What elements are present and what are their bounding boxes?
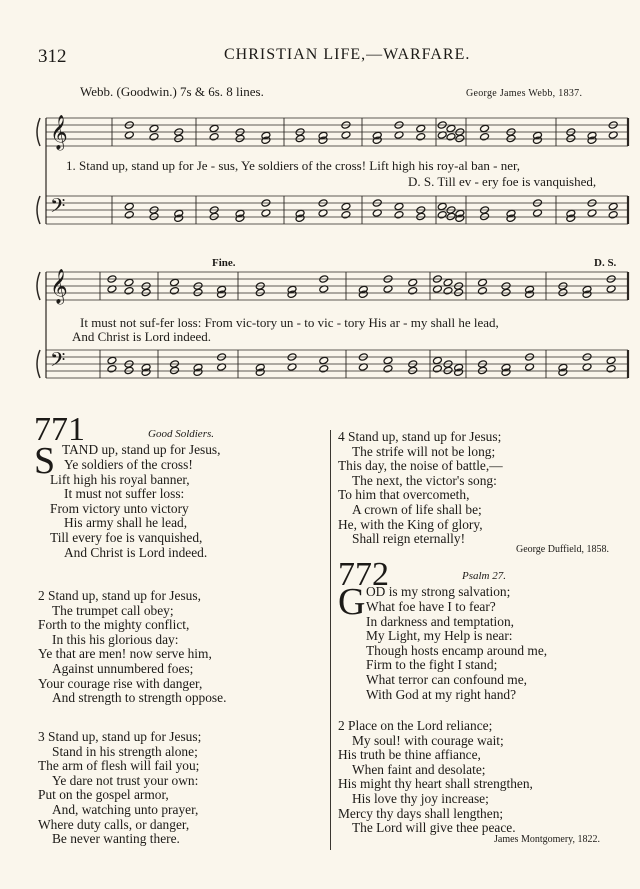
verse-line: Firm to the fight I stand;	[366, 657, 498, 673]
verse-line: Shall reign eternally!	[352, 531, 466, 547]
note-head	[506, 134, 516, 142]
verse-line: In darkness and temptation,	[366, 613, 515, 629]
verse-line: From victory unto victory	[50, 500, 189, 516]
treble-clef-icon: 𝄞	[50, 269, 68, 304]
note-head	[606, 356, 616, 364]
note-head	[478, 366, 488, 374]
verse-line: Where duty calls, or danger,	[38, 816, 190, 832]
note-head	[149, 124, 159, 132]
note-head	[209, 133, 219, 141]
note-head	[141, 288, 151, 296]
verse-line: The arm of flesh will fail you;	[38, 758, 200, 774]
hymn-number: 772	[338, 556, 389, 593]
note-head	[608, 211, 618, 219]
verse-first-line: TAND up, stand up for Jesus,	[62, 442, 221, 457]
note-head	[149, 133, 159, 141]
note-head	[608, 202, 618, 210]
note-head	[295, 134, 305, 142]
lyric-line-1: 1. Stand up, stand up for Je - sus, Ye soldiers of the cross! Lift high his roy-al ban - ner,	[66, 158, 521, 173]
hymn-subtitle: Good Soldiers.	[148, 428, 214, 440]
verse-line: Ye soldiers of the cross!	[64, 457, 193, 472]
verse-line: What foe have I to fear?	[366, 599, 496, 614]
verse-line: His army shall he lead,	[64, 515, 188, 531]
note-head	[209, 124, 219, 132]
composer-credit: George James Webb, 1837.	[466, 88, 583, 99]
verse-line: My Light, my Help is near:	[366, 628, 513, 644]
column-divider	[330, 430, 331, 850]
verse-4	[338, 430, 503, 547]
note-head	[454, 288, 464, 296]
verse-line: Ye dare not trust your own:	[52, 772, 199, 788]
note-head	[124, 202, 134, 210]
note-head	[170, 287, 180, 295]
note-head	[107, 356, 117, 364]
note-head	[124, 287, 134, 295]
verse-line: Though hosts encamp around me,	[366, 642, 548, 658]
verse-line: A crown of life shall be;	[352, 501, 482, 517]
verse-line: In this his glorious day:	[52, 631, 179, 647]
verse-line: Put on the gospel armor,	[38, 787, 169, 803]
note-head	[408, 278, 418, 286]
verse-first-line: OD is my strong salvation;	[366, 584, 511, 599]
note-head	[209, 212, 219, 220]
treble-clef-icon: 𝄞	[50, 115, 68, 150]
drop-cap: G	[338, 581, 366, 623]
note-head	[480, 133, 490, 141]
verse-line: To him that overcometh,	[338, 487, 470, 503]
author-credit: George Duffield, 1858.	[516, 544, 609, 555]
verse-line: 3 Stand up, stand up for Jesus;	[38, 729, 202, 744]
verse-line: Against unnumbered foes;	[52, 660, 194, 676]
note-head	[443, 366, 453, 374]
lyric-line-2: It must not suf-fer loss: From vic-tory un - to vic - tory His ar - my shall he lead,	[80, 315, 499, 330]
note-head	[480, 212, 490, 220]
note-head	[566, 134, 576, 142]
note-head	[558, 288, 568, 296]
verse-2	[38, 589, 226, 706]
verse-line: His truth be thine affiance,	[338, 747, 481, 763]
note-head	[437, 202, 447, 210]
verse-2	[338, 719, 533, 836]
verse-line: The next, the victor's song:	[352, 472, 497, 488]
verse-line: Stand in his strength alone;	[52, 743, 198, 759]
note-head	[124, 278, 134, 286]
note-head	[394, 202, 404, 210]
note-head	[432, 365, 442, 373]
note-head	[319, 356, 329, 364]
note-head	[124, 366, 134, 374]
note-head	[235, 134, 245, 142]
brace	[37, 272, 40, 378]
verse-line: Till every foe is vanquished,	[50, 529, 203, 545]
verse-line: The Lord will give thee peace.	[352, 820, 516, 836]
verse-line: His might thy heart shall strengthen,	[338, 776, 533, 792]
note-head	[408, 287, 418, 295]
verse-1	[50, 458, 207, 560]
note-head	[455, 134, 465, 142]
note-head	[432, 356, 442, 364]
note-head	[319, 365, 329, 373]
note-head	[480, 124, 490, 132]
ds-mark: D. S.	[594, 257, 617, 269]
note-head	[446, 212, 456, 220]
note-head	[501, 288, 511, 296]
verse-line: And strength to strength oppose.	[52, 690, 227, 706]
note-head	[443, 278, 453, 286]
verse-line: When faint and desolate;	[352, 761, 486, 777]
note-head	[174, 134, 184, 142]
note-head	[149, 212, 159, 220]
bass-clef-icon: 𝄢	[50, 348, 66, 376]
note-head	[408, 366, 418, 374]
verse-line: And Christ is Lord indeed.	[64, 544, 208, 560]
brace	[37, 118, 40, 224]
verse-line: 2 Place on the Lord reliance;	[338, 718, 493, 733]
note-head	[416, 133, 426, 141]
author-credit: James Montgomery, 1822.	[494, 834, 601, 845]
note-head	[437, 211, 447, 219]
note-head	[478, 278, 488, 286]
hymn-number: 771	[34, 411, 85, 448]
note-head	[383, 365, 393, 373]
verse-line: He, with the King of glory,	[338, 516, 483, 532]
verse-line: And, watching unto prayer,	[52, 801, 199, 817]
note-head	[478, 287, 488, 295]
note-head	[107, 365, 117, 373]
note-head	[383, 356, 393, 364]
note-head	[446, 133, 456, 141]
page-number: 312	[38, 46, 67, 67]
verse-line: Be never wanting there.	[52, 831, 180, 847]
verse-line: Your courage rise with danger,	[38, 675, 203, 691]
note-head	[170, 366, 180, 374]
note-head	[443, 287, 453, 295]
verse-1	[366, 600, 547, 702]
verse-line: 2 Stand up, stand up for Jesus,	[38, 588, 201, 603]
verse-line: Ye that are men! now serve him,	[38, 646, 212, 662]
note-head	[193, 288, 203, 296]
verse-line: Lift high his royal banner,	[50, 471, 190, 487]
note-head	[124, 211, 134, 219]
lyric-ds-line: D. S. Till ev - ery foe is vanquished,	[408, 174, 597, 189]
note-head	[170, 278, 180, 286]
verse-line: What terror can confound me,	[366, 671, 527, 687]
page-header-title: CHRISTIAN LIFE,—WARFARE.	[224, 46, 471, 63]
verse-line: This day, the noise of battle,—	[338, 458, 503, 474]
note-head	[341, 211, 351, 219]
verse-line: The trumpet call obey;	[52, 602, 174, 618]
note-head	[255, 288, 265, 296]
note-head	[341, 202, 351, 210]
bass-clef-icon: 𝄢	[50, 194, 66, 222]
note-head	[446, 124, 456, 132]
verse-line: The strife will not be long;	[352, 443, 496, 459]
verse-line: Mercy thy days shall lengthen;	[338, 805, 504, 821]
verse-line: 4 Stand up, stand up for Jesus;	[338, 429, 502, 444]
note-head	[394, 211, 404, 219]
verse-3	[38, 730, 201, 847]
note-head	[606, 365, 616, 373]
note-head	[416, 212, 426, 220]
drop-cap: S	[34, 440, 56, 482]
lyric-line-3: And Christ is Lord indeed.	[72, 329, 212, 344]
verse-line: My soul! with courage wait;	[352, 732, 504, 748]
tune-name: Webb. (Goodwin.) 7s & 6s. 8 lines.	[80, 84, 264, 99]
verse-line: His love thy joy increase;	[352, 790, 489, 806]
verse-line: Forth to the mighty conflict,	[38, 617, 190, 633]
note-head	[416, 124, 426, 132]
hymn-subtitle: Psalm 27.	[462, 570, 506, 582]
verse-line: With God at my right hand?	[366, 686, 517, 702]
fine-mark: Fine.	[212, 257, 236, 269]
verse-line: It must not suffer loss:	[64, 486, 185, 502]
